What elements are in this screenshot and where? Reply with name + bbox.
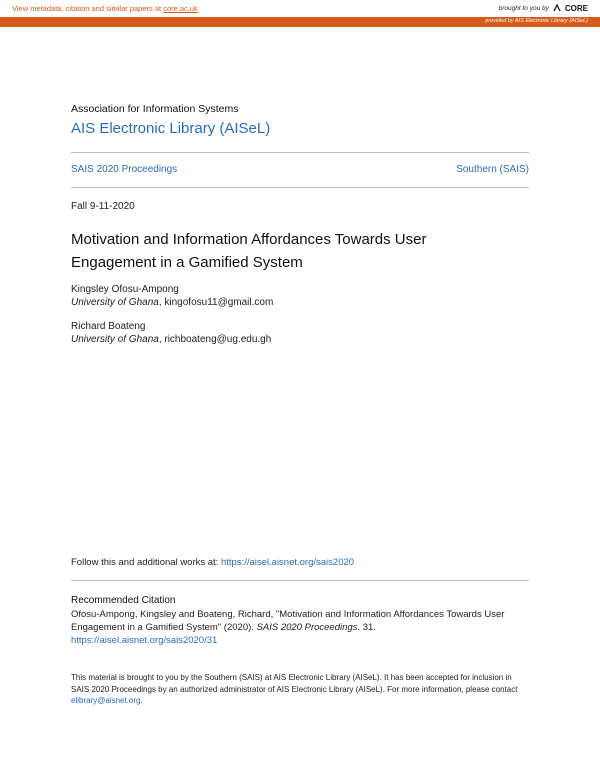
paper-date: Fall 9-11-2020 <box>71 201 135 212</box>
region-link[interactable]: Southern (SAIS) <box>456 164 529 175</box>
author-affiliation: University of Ghana, richboateng@ug.edu.gh <box>71 334 272 345</box>
association-name: Association for Information Systems <box>71 103 239 115</box>
author-email[interactable]: , kingofosu11@gmail.com <box>158 297 274 308</box>
divider <box>71 580 529 581</box>
follow-line <box>71 557 354 568</box>
citation-text: Ofosu-Ampong, Kingsley and Boateng, Richard, "Motivation and Information Affordances Towards User Engagement in a Gamified System" (2020). <box>71 609 505 633</box>
core-banner <box>0 0 600 17</box>
citation-body <box>71 608 531 647</box>
author-affiliation: University of Ghana, kingofosu11@gmail.com <box>71 297 274 308</box>
proceedings-link[interactable]: SAIS 2020 Proceedings <box>71 164 178 175</box>
core-logo[interactable]: CORE <box>564 3 588 13</box>
author-name: Kingsley Ofosu-Ampong <box>71 284 179 295</box>
follow-link[interactable]: https://aisel.aisnet.org/sais2020 <box>220 557 355 568</box>
author-block <box>71 283 273 309</box>
author-email[interactable]: , richboateng@ug.edu.gh <box>158 334 272 345</box>
footer-notice <box>71 672 531 707</box>
metadata-link[interactable]: View metadata, citation and similar papers at core.ac.uk <box>12 4 198 13</box>
brought-by-text: brought to you by <box>498 4 549 12</box>
provider-bar <box>0 17 600 27</box>
follow-text: Follow this and additional works at: <box>71 557 221 568</box>
author-name: Richard Boateng <box>71 321 146 332</box>
footer-text: This material is brought to you by the Southern (SAIS) at AIS Electronic Library (AISeL). It has been accepted for inclusion in SAIS 2020 Proceedings by an authorized administrator of AIS Electronic Library (AISeL). For more information, please contact <box>71 673 518 694</box>
provided-by: provided by AIS Electronic Library (AISeL) <box>485 18 588 24</box>
library-title[interactable]: AIS Electronic Library (AISeL) <box>71 120 271 137</box>
contact-email-link[interactable]: elibrary@aisnet.org <box>71 696 141 705</box>
citation-journal: SAIS 2020 Proceedings <box>256 622 358 633</box>
citation-link[interactable]: https://aisel.aisnet.org/sais2020/31 <box>71 635 218 646</box>
citation-heading: Recommended Citation <box>71 595 176 606</box>
citation-number: . 31. <box>357 622 376 633</box>
footer-end: . <box>140 696 143 705</box>
divider <box>71 152 529 153</box>
brought-by <box>499 3 588 13</box>
author-block <box>71 320 271 346</box>
core-logo-icon <box>552 3 562 13</box>
paper-title: Motivation and Information Affordances Towards User Engagement in a Gamified System <box>71 231 427 271</box>
core-domain-link[interactable]: core.ac.uk <box>163 4 198 13</box>
divider <box>71 187 529 188</box>
